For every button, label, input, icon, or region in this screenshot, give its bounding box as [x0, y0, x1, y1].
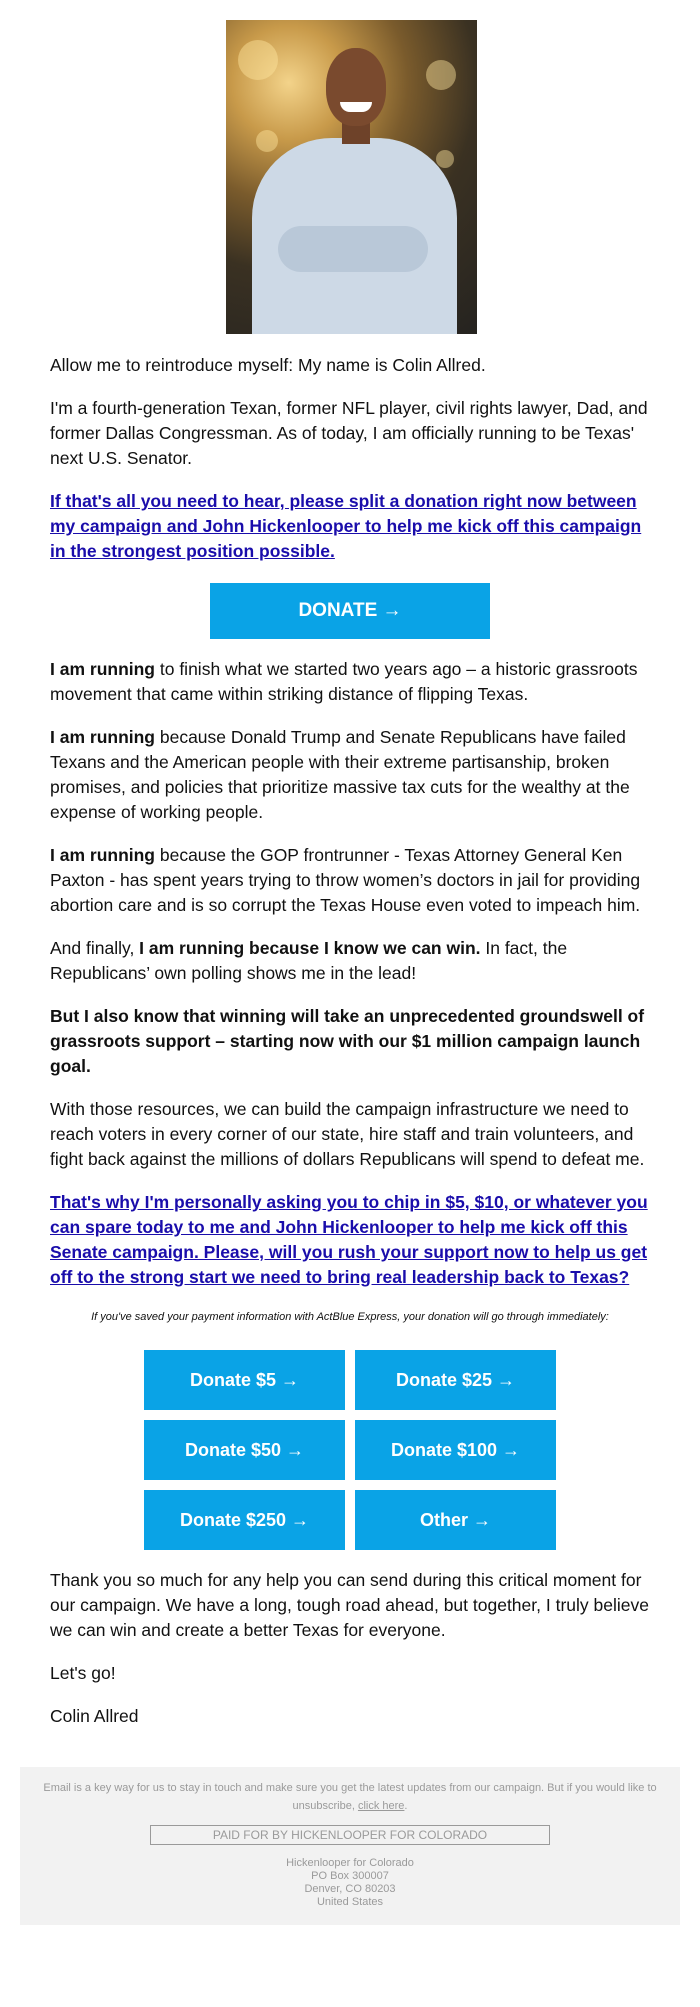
donate-50-button[interactable]: Donate $50 →	[144, 1420, 345, 1480]
paid-for-disclaimer: PAID FOR BY HICKENLOOPER FOR COLORADO	[150, 1825, 550, 1845]
footer-unsubscribe-text: Email is a key way for us to stay in touch and make sure you get the latest updates from our campaign. But if you would like to unsubscribe, click here.	[43, 1782, 657, 1812]
mailing-address: Hickenlooper for Colorado PO Box 300007 Denver, CO 80203 United States	[286, 1857, 414, 1908]
chip-in-link[interactable]: That's why I'm personally asking you to chip in $5, $10, or whatever you can spare today to me and John Hickenlooper to help me kick off this Senate campaign. Please, will you rush your support now to help us get off to the strong start we need to bring real leadership back to Texas?	[50, 1192, 648, 1287]
finally-paragraph: And finally, I am running because I know we can win. In fact, the Republicans’ own polling shows me in the lead!	[50, 938, 568, 983]
donate-250-button[interactable]: Donate $250 →	[144, 1490, 345, 1550]
split-donation-link[interactable]: If that's all you need to hear, please split a donation right now between my campaign and John Hickenlooper to help me kick off this campaign in the strongest position possible.	[50, 491, 642, 561]
thanks-paragraph: Thank you so much for any help you can send during this critical moment for our campaign. We have a long, tough road ahead, but together, I truly believe we can win and create a better Texas for everyone.	[50, 1570, 649, 1640]
email-footer	[20, 1767, 680, 1925]
donate-main-button[interactable]: DONATE →	[210, 583, 490, 639]
unsubscribe-link[interactable]: click here	[357, 1800, 405, 1812]
running-paragraph-2: I am running because Donald Trump and Senate Republicans have failed Texans and the American people with their extreme partisanship, broken promises, and policies that prioritize massive tax cuts for the wealthy at the expense of working people.	[50, 727, 630, 822]
resources-paragraph: With those resources, we can build the campaign infrastructure we need to reach voters in every corner of our state, hire staff and train volunteers, and fight back against the millions of dollars Republicans will spend to defeat me.	[50, 1099, 645, 1169]
intro-paragraph: Allow me to reintroduce myself: My name is Colin Allred.	[50, 355, 486, 375]
bio-paragraph: I'm a fourth-generation Texan, former NFL player, civil rights lawyer, Dad, and former Dallas Congressman. As of today, I am officially running to be Texas' next U.S. Senator.	[50, 398, 648, 468]
donation-amount-grid	[144, 1350, 556, 1550]
donate-other-button[interactable]: Other →	[355, 1490, 556, 1550]
running-paragraph-1: I am running to finish what we started two years ago – a historic grassroots movement that came within striking distance of flipping Texas.	[50, 659, 638, 704]
donate-25-button[interactable]: Donate $25 →	[355, 1350, 556, 1410]
lets-go-paragraph: Let's go!	[50, 1663, 116, 1683]
signature: Colin Allred	[50, 1706, 139, 1726]
actblue-note: If you've saved your payment information with ActBlue Express, your donation will go through immediately:	[91, 1311, 609, 1323]
goal-paragraph: But I also know that winning will take an unprecedented groundswell of grassroots support – starting now with our $1 million campaign launch goal.	[50, 1006, 645, 1076]
email-body	[0, 20, 700, 1925]
running-paragraph-3: I am running because the GOP frontrunner - Texas Attorney General Ken Paxton - has spent years trying to throw women’s doctors in jail for providing abortion care and is so corrupt the Texas House even voted to impeach him.	[50, 845, 641, 915]
donate-5-button[interactable]: Donate $5 →	[144, 1350, 345, 1410]
donate-100-button[interactable]: Donate $100 →	[355, 1420, 556, 1480]
candidate-photo	[226, 20, 477, 334]
